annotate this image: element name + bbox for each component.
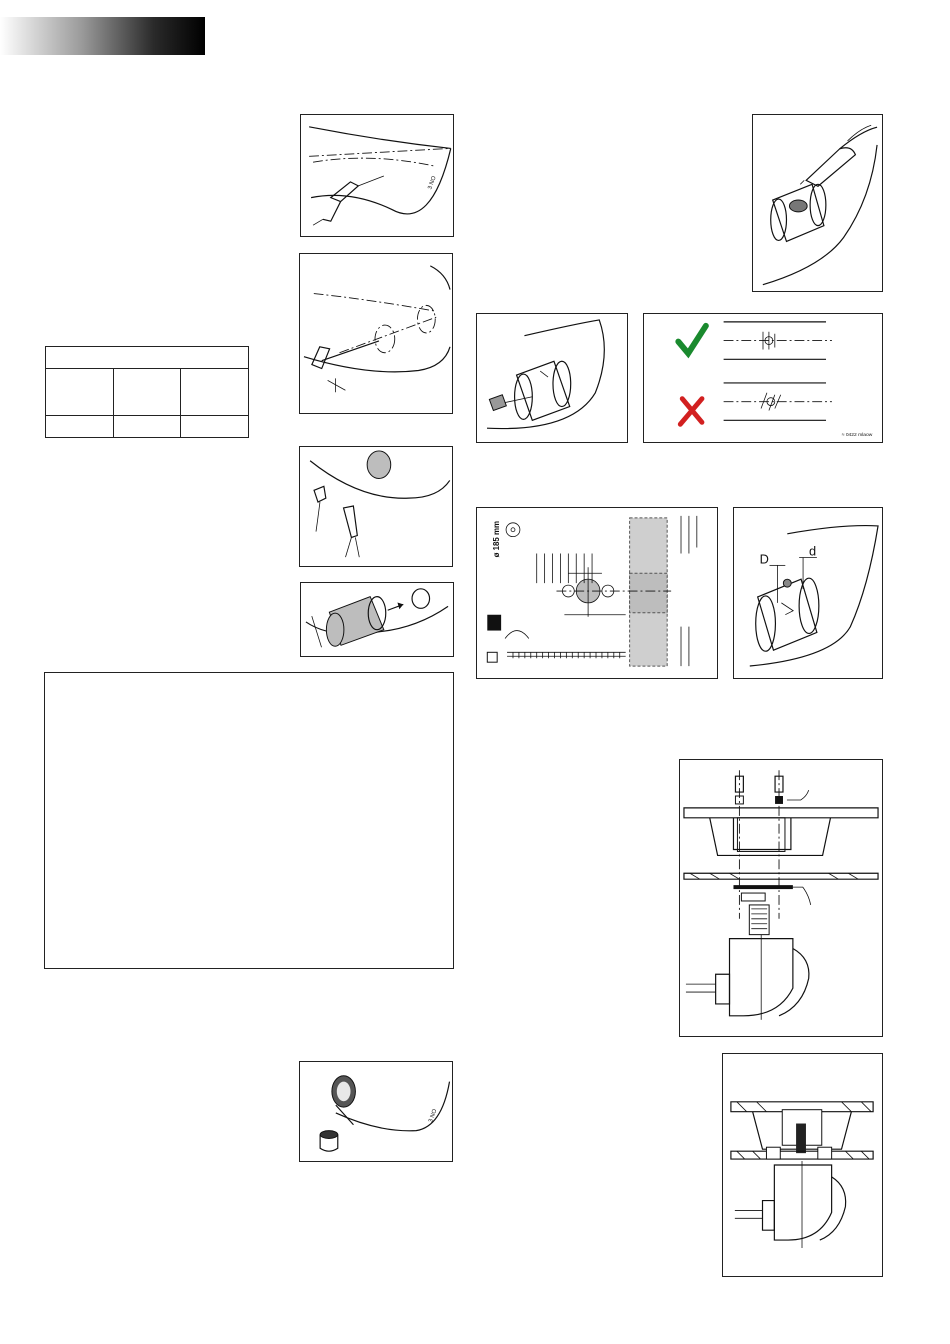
table-cell — [46, 416, 114, 438]
check-mark-icon — [678, 326, 706, 354]
figure-dimension-d — [733, 507, 883, 679]
svg-text:3 NO: 3 NO — [428, 1108, 439, 1124]
dimension-label-small: d — [808, 543, 817, 559]
figure-hole-cleaning — [299, 446, 453, 567]
table-cell — [46, 369, 114, 416]
note-box — [44, 672, 454, 969]
spec-table — [45, 346, 249, 438]
table-cell — [181, 369, 249, 416]
figure-alignment-check — [643, 313, 883, 443]
dimension-label-large: D — [759, 551, 769, 567]
cross-mark-icon — [680, 399, 702, 425]
header-bar — [0, 17, 205, 55]
figure-assembled-unit — [722, 1053, 883, 1277]
figure-pencil-marking — [752, 114, 883, 292]
template-diameter-heading: ø 185 mm — [492, 521, 502, 558]
figure-drill-hull — [300, 114, 454, 237]
table-header-cell — [46, 347, 249, 369]
svg-text:≈ 0422 mlaow: ≈ 0422 mlaow — [841, 433, 873, 439]
figure-hole-saw — [299, 253, 453, 414]
table-cell — [113, 416, 181, 438]
figure-drilling-template — [476, 507, 718, 679]
figure-tube-on-hull — [476, 313, 628, 443]
table-cell — [113, 369, 181, 416]
figure-exploded-assembly — [679, 759, 883, 1037]
svg-text:3 NO: 3 NO — [427, 175, 438, 191]
figure-sealant-tin — [299, 1061, 453, 1162]
figure-tube-insertion — [300, 582, 454, 657]
table-cell — [181, 416, 249, 438]
